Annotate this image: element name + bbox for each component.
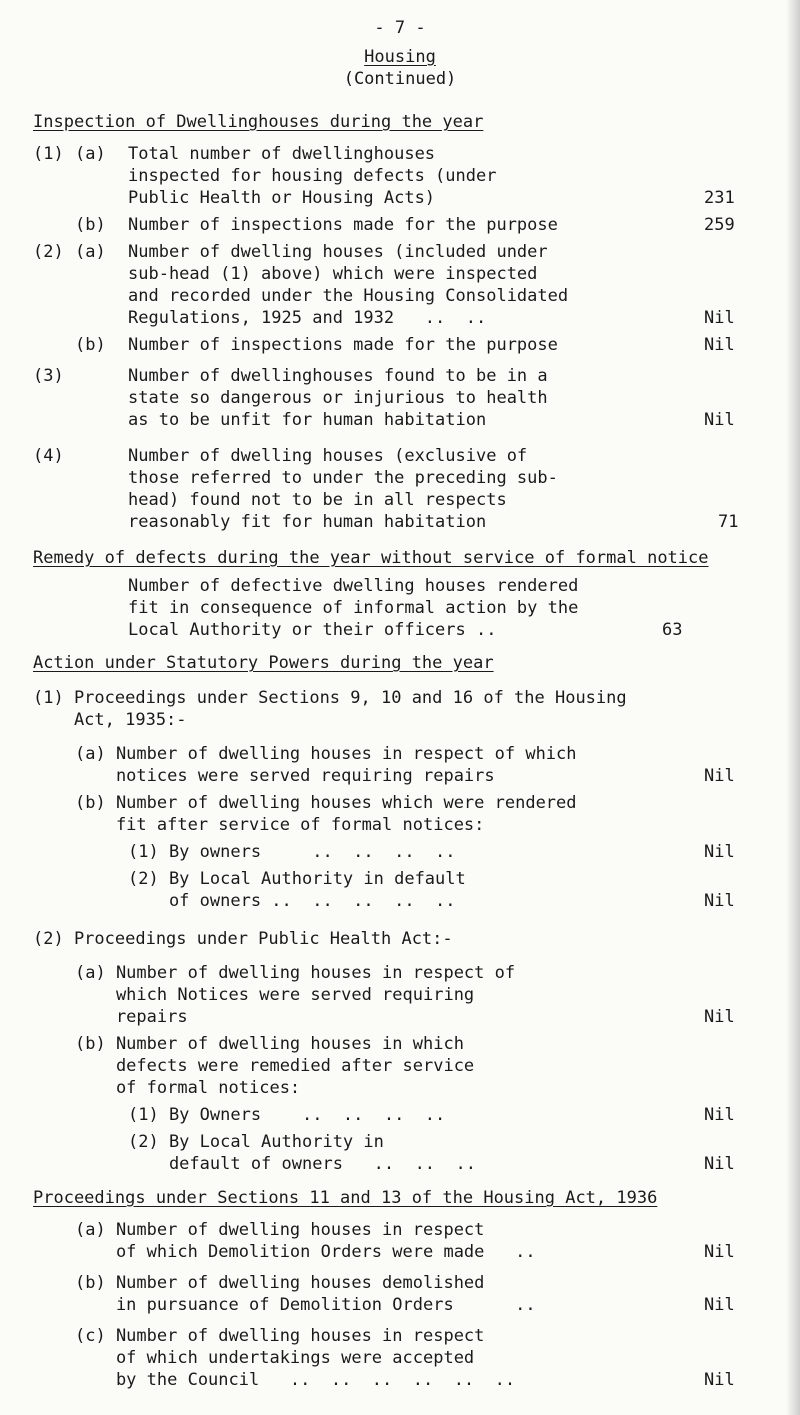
action-line: (b) Number of dwelling houses which were rendered (75, 793, 577, 813)
item-value: 259 (704, 215, 735, 235)
item-line: Number of dwellinghouses found to be in a (128, 366, 548, 386)
demolition-line: (c) Number of dwelling houses in respect (75, 1326, 485, 1346)
inspection-heading: Inspection of Dwellinghouses during the year (33, 112, 484, 132)
action-line: (1) By owners .. .. .. .. (128, 842, 456, 862)
action-value: Nil (704, 891, 735, 911)
action-line: of owners .. .. .. .. .. (128, 891, 456, 911)
page-edge-shadow (786, 0, 800, 1415)
item-sub: (b) (75, 215, 106, 235)
remedy-line: Local Authority or their officers .. (128, 620, 497, 640)
action-line: (2) By Local Authority in (128, 1132, 384, 1152)
action-line: (2) By Local Authority in default (128, 869, 466, 889)
item-line: state so dangerous or injurious to health (128, 388, 548, 408)
item-line: head) found not to be in all respects (128, 490, 507, 510)
item-value: 71 (718, 512, 739, 532)
page-title: Housing (364, 47, 436, 67)
action-value: Nil (704, 1007, 735, 1027)
action-line: (1) Proceedings under Sections 9, 10 and 16 of the Housing (33, 688, 627, 708)
item-line: reasonably fit for human habitation (128, 512, 487, 532)
item-line: Total number of dwellinghouses (128, 144, 436, 164)
action-line: fit after service of formal notices: (75, 815, 485, 835)
demolition-value: Nil (704, 1242, 735, 1262)
action-line: (a) Number of dwelling houses in respect of (75, 963, 516, 983)
demolition-line: of which Demolition Orders were made .. (75, 1242, 536, 1262)
item-value: Nil (704, 410, 735, 430)
item-line: Number of inspections made for the purpose (128, 215, 558, 235)
remedy-value: 63 (662, 620, 683, 640)
item-sub: (a) (75, 144, 106, 164)
item-line: those referred to under the preceding sub- (128, 468, 558, 488)
action-line: Act, 1935:- (33, 710, 187, 730)
item-line: as to be unfit for human habitation (128, 410, 487, 430)
remedy-line: fit in consequence of informal action by the (128, 598, 579, 618)
item-value: Nil (704, 308, 735, 328)
action-value: Nil (704, 1105, 735, 1125)
item-value: 231 (704, 188, 735, 208)
item-value: Nil (704, 335, 735, 355)
action-line: (1) By Owners .. .. .. .. (128, 1105, 446, 1125)
action-line: (b) Number of dwelling houses in which (75, 1034, 464, 1054)
item-number: (2) (33, 242, 64, 262)
action-line: of formal notices: (75, 1078, 301, 1098)
item-line: Number of inspections made for the purpose (128, 335, 558, 355)
sections-11-13-heading: Proceedings under Sections 11 and 13 of the Housing Act, 1936 (33, 1188, 658, 1208)
item-line: Public Health or Housing Acts) (128, 188, 436, 208)
demolition-line: in pursuance of Demolition Orders .. (75, 1295, 536, 1315)
action-line: which Notices were served requiring (75, 985, 475, 1005)
item-line: Number of dwelling houses (included under (128, 242, 548, 262)
page-subtitle: (Continued) (343, 69, 457, 89)
action-line: notices were served requiring repairs (75, 766, 495, 786)
remedy-line: Number of defective dwelling houses rendered (128, 576, 579, 596)
action-heading: Action under Statutory Powers during the year (33, 653, 494, 673)
action-line: defects were remedied after service (75, 1056, 475, 1076)
demolition-value: Nil (704, 1295, 735, 1315)
item-line: and recorded under the Housing Consolidated (128, 286, 569, 306)
demolition-line: of which undertakings were accepted (75, 1348, 475, 1368)
demolition-value: Nil (704, 1370, 735, 1390)
item-line: Number of dwelling houses (exclusive of (128, 446, 528, 466)
item-line: Regulations, 1925 and 1932 .. .. (128, 308, 487, 328)
item-number: (1) (33, 144, 64, 164)
demolition-line: (b) Number of dwelling houses demolished (75, 1273, 485, 1293)
remedy-heading: Remedy of defects during the year without service of formal notice (33, 548, 709, 568)
item-sub: (a) (75, 242, 106, 262)
action-value: Nil (704, 842, 735, 862)
item-line: sub-head (1) above) which were inspected (128, 264, 538, 284)
action-line: (a) Number of dwelling houses in respect of which (75, 744, 577, 764)
action-line: repairs (75, 1007, 188, 1027)
item-number: (4) (33, 446, 64, 466)
action-value: Nil (704, 766, 735, 786)
demolition-line: by the Council .. .. .. .. .. .. (75, 1370, 516, 1390)
page-number: - 7 - (374, 18, 426, 38)
item-number: (3) (33, 366, 64, 386)
action-value: Nil (704, 1154, 735, 1174)
action-line: (2) Proceedings under Public Health Act:- (33, 929, 453, 949)
item-line: inspected for housing defects (under (128, 166, 497, 186)
action-line: default of owners .. .. .. (128, 1154, 476, 1174)
item-sub: (b) (75, 335, 106, 355)
demolition-line: (a) Number of dwelling houses in respect (75, 1220, 485, 1240)
